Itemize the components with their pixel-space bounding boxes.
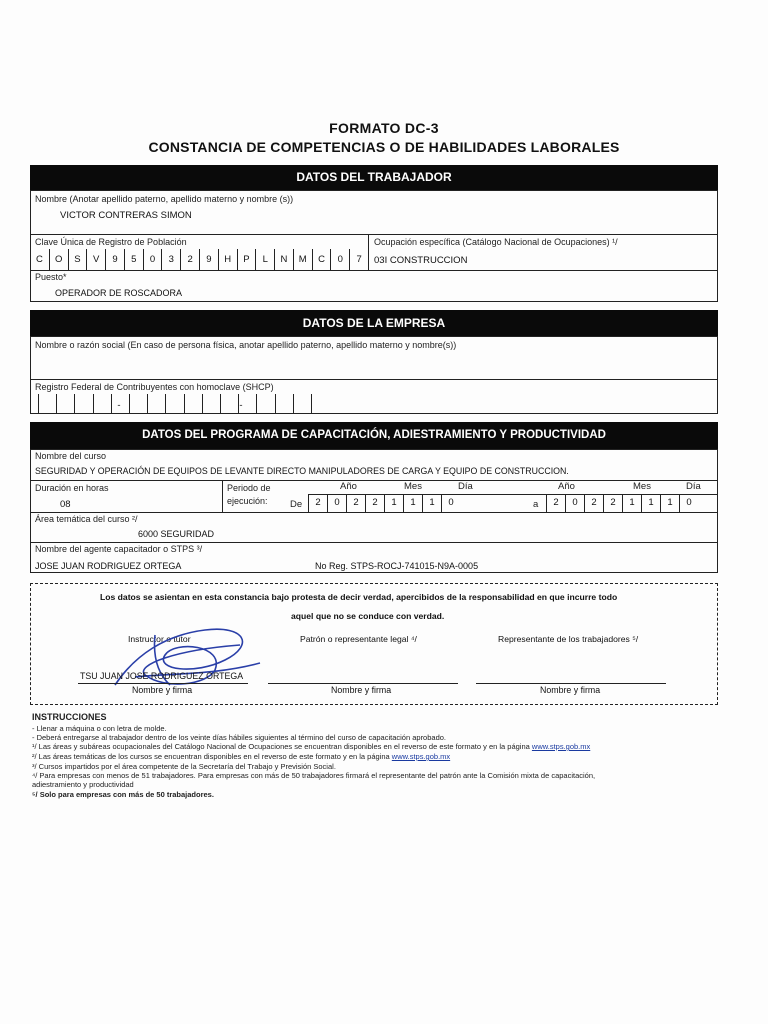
form-title: FORMATO DC-3 [329,120,439,136]
from-year-label: Año [340,481,357,492]
divider [222,480,223,512]
curp-char-cell: 7 [349,249,368,270]
curp-char-cell: P [237,249,256,270]
curp-char-cell: H [218,249,237,270]
worker-name-value: VICTOR CONTRERAS SIMON [60,210,192,221]
agent-value: JOSE JUAN RODRIGUEZ ORTEGA [35,561,182,571]
rfc-label: Registro Federal de Contribuyentes con homoclave (SHCP) [35,382,274,392]
curp-char-cell: V [86,249,105,270]
date-digit-cell: 2 [346,494,365,512]
to-month-label: Mes [633,481,651,492]
divider [30,480,718,481]
rfc-char-cell [311,394,329,414]
date-digit-cell: 0 [679,494,698,512]
from-label: De [290,499,303,510]
divider [30,379,718,380]
date-digit-cell: 0 [565,494,584,512]
curp-char-cell: 0 [143,249,162,270]
occupation-label: Ocupación específica (Catálogo Nacional de Ocupaciones) ¹/ [374,237,618,247]
instruction-line: ⁴/ Para empresas con menos de 51 trabajadores. Para empresas con más de 50 trabajadores firmará el representante del patrón ante la Comisión mixta de capacitación, [32,771,596,780]
curp-char-cell: 2 [180,249,199,270]
to-label: a [533,499,539,510]
instruction-line: - Deberá entregarse al trabajador dentro de los veinte días hábiles siguientes al término del curso de capacitación aprobado. [32,733,447,742]
area-value: 6000 SEGURIDAD [138,529,215,539]
rfc-char-cell [74,394,92,414]
rfc-char-cell [38,394,56,414]
date-digit-cell: 1 [660,494,679,512]
date-digit-cell: 1 [622,494,641,512]
worker-section-header: DATOS DEL TRABAJADOR [30,165,718,190]
date-digit-cell: 2 [603,494,622,512]
signature-line [476,683,666,684]
curp-char-cell: C [312,249,331,270]
rfc-char-cell [256,394,274,414]
rfc-char-cell [275,394,293,414]
position-label: Puesto* [35,272,67,282]
employer-sign-label: Nombre y firma [331,685,392,695]
instruction-line: ⁵/ Solo para empresas con más de 50 trabajadores. [32,790,214,799]
rfc-char-cell [202,394,220,414]
statement-line-1: Los datos se asientan en esta constancia bajo protesta de decir verdad, apercibidos de la responsabilidad en que incurre todo [100,592,618,602]
signature-line [78,683,248,684]
curp-char-cell: O [49,249,68,270]
date-digit-cell: 0 [441,494,460,512]
instruction-line [32,742,590,751]
instructor-name: TSU JUAN JOSE RODRIGUEZ ORTEGA [80,671,244,681]
instruction-line: ³/ Cursos impartidos por el área competente de la Secretaría del Trabajo y Previsión Social. [32,762,336,771]
divider [368,234,369,270]
rfc-separator: - [239,400,243,411]
curp-char-cell: 0 [330,249,349,270]
divider [308,494,718,495]
rfc-char-cell [129,394,147,414]
instructor-sign-label: Nombre y firma [132,685,193,695]
program-section-header: DATOS DEL PROGRAMA DE CAPACITACIÓN, ADIESTRAMIENTO Y PRODUCTIVIDAD [30,422,718,449]
stps-link[interactable]: www.stps.gob.mx [391,752,451,761]
curp-char-cell: M [293,249,312,270]
curp-char-cell: 5 [124,249,143,270]
course-name-label: Nombre del curso [35,451,107,461]
date-digit-cell: 0 [327,494,346,512]
instruction-line: adiestramiento y productividad [32,780,134,789]
instructor-label: Instructor o tutor [128,634,191,644]
instructions-title: INSTRUCCIONES [32,712,107,722]
curp-char-cell: S [68,249,87,270]
divider [30,234,718,235]
instruction-line [32,752,450,761]
curp-char-cell: N [274,249,293,270]
from-month-label: Mes [404,481,422,492]
company-section-header: DATOS DE LA EMPRESA [30,310,718,336]
date-digit-cell: 1 [403,494,422,512]
curp-char-cell: L [255,249,274,270]
occupation-value: 03I CONSTRUCCION [374,255,468,266]
stps-link[interactable]: www.stps.gob.mx [531,742,591,751]
period-label: ejecución: [227,496,268,506]
agent-label: Nombre del agente capacitador o STPS ³/ [35,544,203,554]
rfc-char-cell [147,394,165,414]
rfc-char-cell [165,394,183,414]
workers-rep-label: Representante de los trabajadores ⁵/ [498,634,639,644]
from-day-label: Día [458,481,473,492]
curp-char-cell: 9 [199,249,218,270]
date-digit-cell: 1 [384,494,403,512]
company-name-label: Nombre o razón social (En caso de persona física, anotar apellido paterno, apellido materno y nombre(s)) [35,340,457,350]
curp-char-cell: C [35,254,43,265]
instruction-text: ¹/ Las áreas y subáreas ocupacionales del Catálogo Nacional de Ocupaciones se encuentran disponibles en el reverso de este formato y en la página [32,742,530,751]
area-label: Área temática del curso ²/ [35,514,138,524]
rfc-separator: - [117,400,121,411]
statement-line-2: aquel que no se conduce con verdad. [291,611,445,621]
curp-char-cell: 9 [105,249,124,270]
form-subtitle: CONSTANCIA DE COMPETENCIAS O DE HABILIDADES LABORALES [148,139,620,155]
agent-registration: No Reg. STPS-ROCJ-741015-N9A-0005 [315,561,479,571]
rfc-char-cell [93,394,111,414]
rfc-char-cell [293,394,311,414]
rfc-char-cell [184,394,202,414]
date-digit-cell: 1 [422,494,441,512]
rfc-char-cell [56,394,74,414]
position-value: OPERADOR DE ROSCADORA [55,288,183,298]
employer-label: Patrón o representante legal ⁴/ [300,634,417,644]
divider [30,542,718,543]
period-label: Periodo de [227,483,271,493]
instruction-line: - Llenar a máquina o con letra de molde. [32,724,167,733]
date-digit-cell: 2 [365,494,384,512]
divider [30,270,718,271]
curp-label: Clave Única de Registro de Población [35,237,187,247]
signature-line [268,683,458,684]
date-digit-cell: 2 [584,494,603,512]
to-day-label: Día [686,481,701,492]
instruction-text: ²/ Las áreas temáticas de los cursos se encuentran disponibles en el reverso de este formato y en la página [32,752,390,761]
curp-char-cell: 3 [161,249,180,270]
date-digit-cell: 2 [308,494,327,512]
duration-value: 08 [60,499,71,510]
date-digit-cell: 2 [546,494,565,512]
worker-name-label: Nombre (Anotar apellido paterno, apellido materno y nombre (s)) [35,194,294,204]
date-digit-cell: 1 [641,494,660,512]
to-year-label: Año [558,481,575,492]
workers-rep-sign-label: Nombre y firma [540,685,601,695]
divider [30,512,718,513]
duration-label: Duración en horas [35,483,109,493]
course-name-value: SEGURIDAD Y OPERACIÓN DE EQUIPOS DE LEVANTE DIRECTO MANIPULADORES DE CARGA Y EQUIPO DE CONSTRUCCION. [35,466,569,476]
